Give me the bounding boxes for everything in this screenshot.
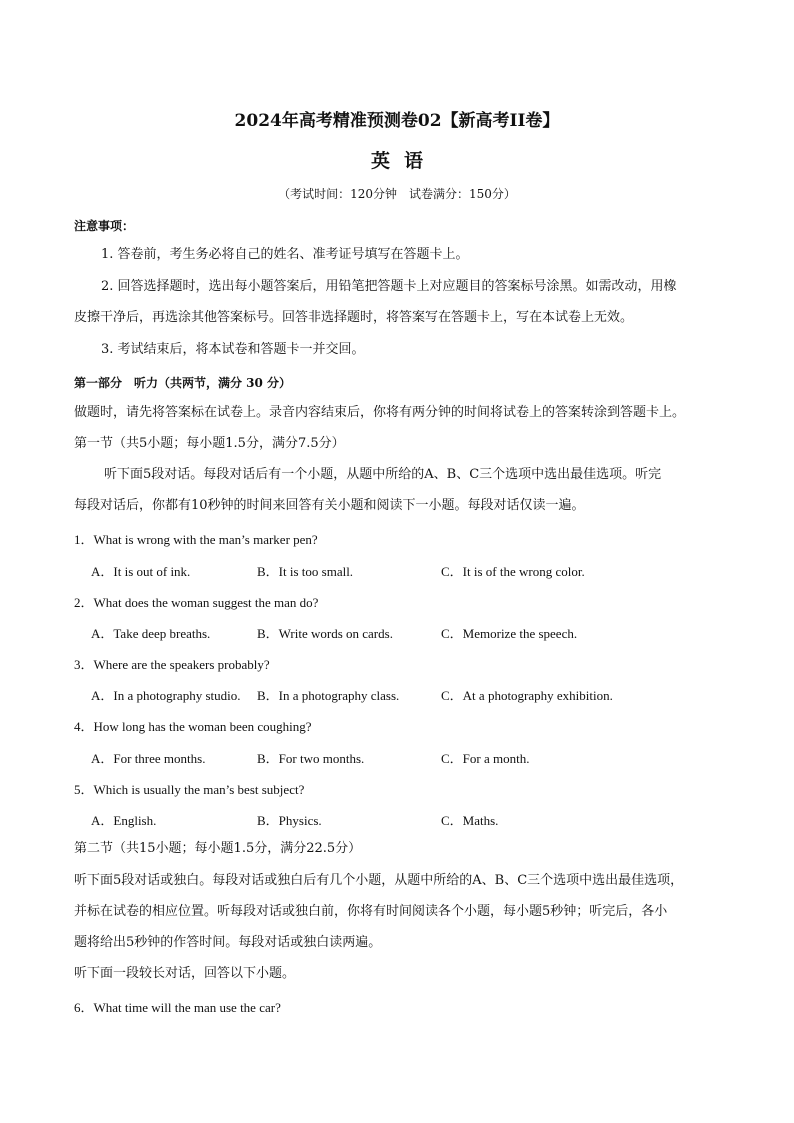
question-4-option-b: B．For two months. — [257, 751, 365, 766]
question-3: 3．Where are the speakers probably? — [74, 657, 270, 672]
section1-instructions-line2: 每段对话后，你都有10秒钟的时间来回答有关小题和阅读下一小题。每段对话仅读一遍。 — [74, 498, 585, 513]
question-4: 4．How long has the woman been coughing? — [74, 719, 312, 734]
question-1: 1．What is wrong with the man’s marker pen? — [74, 532, 318, 547]
section2-instructions-line3: 题将给出5秒钟的作答时间。每段对话或独白读两遍。 — [74, 935, 382, 950]
section2-heading: 第二节（共15小题；每小题1.5分，满分22.5分） — [74, 841, 362, 856]
exam-info: （考试时间：120分钟 试卷满分：150分） — [278, 187, 516, 201]
section2-instructions-line2: 并标在试卷的相应位置。听每段对话或独白前，你将有时间阅读各个小题，每小题5秒钟；听完后，各小 — [74, 904, 668, 919]
question-5-option-a: A．English. — [91, 813, 157, 828]
question-2: 2．What does the woman suggest the man do? — [74, 595, 319, 610]
question-2-option-b: B．Write words on cards. — [257, 626, 393, 641]
question-1-option-b: B．It is too small. — [257, 564, 354, 579]
section1-heading: 第一节（共5小题；每小题1.5分，满分7.5分） — [74, 436, 345, 451]
notice-item-2-cont: 皮擦干净后，再选涂其他答案标号。回答非选择题时，将答案写在答题卡上，写在本试卷上无效。 — [74, 310, 634, 325]
section2-instructions-line1: 听下面5段对话或独白。每段对话或独白后有几个小题，从题中所给的A、B、C三个选项中选出最佳选项， — [74, 873, 684, 888]
exam-title: 2024年高考精准预测卷02【新高考II卷】 — [234, 111, 560, 131]
notice-item-2: 2. 回答选择题时，选出每小题答案后，用铅笔把答题卡上对应题目的答案标号涂黑。如需改动，用橡 — [101, 279, 677, 294]
question-5-option-c: C．Maths. — [441, 813, 499, 828]
question-3-option-c: C．At a photography exhibition. — [441, 688, 613, 703]
question-4-option-c: C．For a month. — [441, 751, 530, 766]
subject-title: 英语 — [370, 150, 437, 172]
question-2-option-c: C．Memorize the speech. — [441, 626, 578, 641]
question-3-option-b: B．In a photography class. — [257, 688, 400, 703]
question-1-option-a: A．It is out of ink. — [91, 564, 191, 579]
notice-item-3: 3. 考试结束后，将本试卷和答题卡一并交回。 — [101, 342, 365, 357]
notice-heading: 注意事项： — [74, 219, 135, 233]
part1-heading: 第一部分 听力（共两节，满分 30 分） — [74, 376, 292, 390]
notice-item-1: 1. 答卷前，考生务必将自己的姓名、准考证号填写在答题卡上。 — [101, 247, 469, 262]
part1-intro: 做题时，请先将答案标在试卷上。录音内容结束后，你将有两分钟的时间将试卷上的答案转涂到答题卡上。 — [74, 405, 686, 420]
question-5-option-b: B．Physics. — [257, 813, 322, 828]
passage-intro: 听下面一段较长对话，回答以下小题。 — [74, 966, 296, 981]
question-3-option-a: A．In a photography studio. — [91, 688, 241, 703]
section1-instructions-line1: 听下面5段对话。每段对话后有一个小题，从题中所给的A、B、C三个选项中选出最佳选项。听完 — [104, 467, 662, 482]
question-4-option-a: A．For three months. — [91, 751, 206, 766]
question-2-option-a: A．Take deep breaths. — [91, 626, 211, 641]
question-1-option-c: C．It is of the wrong color. — [441, 564, 585, 579]
question-6: 6．What time will the man use the car? — [74, 1000, 281, 1015]
question-5: 5．Which is usually the man’s best subject? — [74, 782, 305, 797]
